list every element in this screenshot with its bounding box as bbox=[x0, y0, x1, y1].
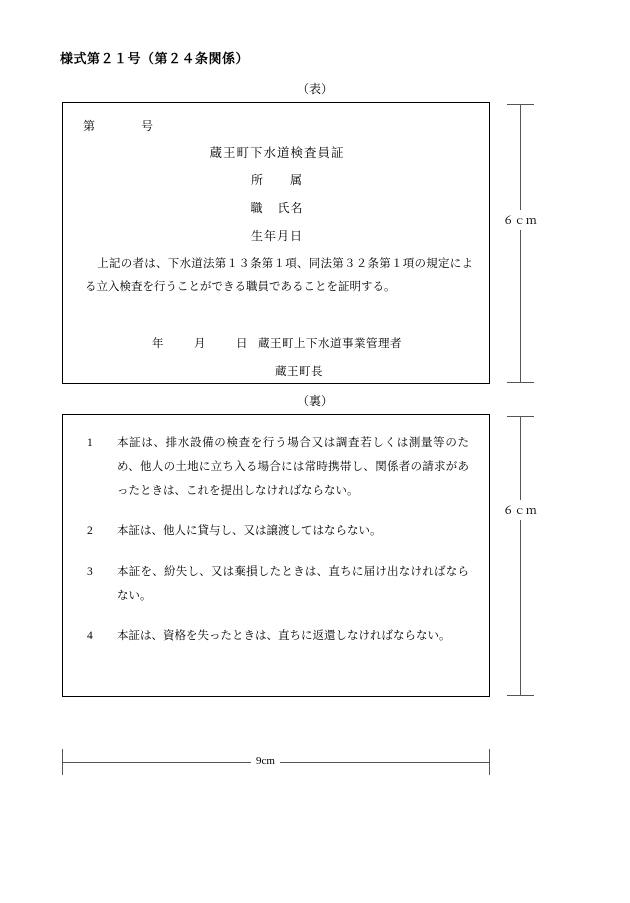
card-number-line bbox=[83, 117, 153, 134]
list-item-text: 本証は、排水設備の検査を行う場合又は調査若しくは測量等のため、他人の土地に立ち入る場合には常時携帯し、関係者の請求があったときは、これを提出しなければならない。 bbox=[117, 437, 469, 498]
list-item-number: 3 bbox=[87, 565, 93, 578]
back-height-cap-bottom bbox=[507, 695, 534, 696]
list-item bbox=[87, 560, 469, 608]
name-label-b: 氏名 bbox=[277, 201, 304, 215]
issuer-mayor: 蔵王町長 bbox=[275, 366, 323, 378]
list-item-text: 本証を、紛失し、又は棄損したときは、直ちに届け出なければならない。 bbox=[117, 565, 469, 602]
department-label-a: 所 bbox=[250, 173, 264, 187]
back-height-dimension-line bbox=[520, 416, 521, 695]
card-birthdate-label: 生年月日 bbox=[250, 229, 303, 243]
date-day-label: 日 bbox=[236, 338, 248, 350]
card-number-suffix: 号 bbox=[141, 119, 154, 133]
back-card bbox=[62, 414, 490, 697]
front-card bbox=[62, 102, 490, 384]
card-certification-text-value: 上記の者は、下水道法第１３条第１項、同法第３２条第１項の規定による立入検査を行うことができる職員であることを証明する。 bbox=[85, 258, 473, 293]
list-item-text: 本証は、資格を失ったときは、直ちに返還しなければならない。 bbox=[117, 629, 451, 642]
front-height-cap-bottom bbox=[507, 382, 534, 383]
list-item-text: 本証は、他人に貸与し、又は譲渡してはならない。 bbox=[117, 525, 382, 538]
date-month-label: 月 bbox=[194, 338, 206, 350]
list-item bbox=[87, 431, 469, 503]
back-notice-list bbox=[87, 431, 469, 664]
name-label-a: 職 bbox=[250, 201, 264, 215]
list-item-number: 2 bbox=[87, 525, 93, 538]
department-label-b: 属 bbox=[290, 173, 304, 187]
card-certification-text bbox=[85, 253, 473, 299]
card-number-prefix: 第 bbox=[83, 119, 96, 133]
front-side-label: （表） bbox=[296, 82, 333, 96]
card-name-line bbox=[63, 199, 491, 216]
card-department-line bbox=[63, 171, 491, 188]
width-cap-left bbox=[62, 749, 63, 775]
list-item-number: 4 bbox=[87, 629, 93, 642]
list-item bbox=[87, 624, 469, 648]
card-title: 蔵王町下水道検査員証 bbox=[209, 146, 345, 160]
page-title: 様式第２１号（第２４条関係） bbox=[60, 51, 250, 66]
back-height-dimension-text: ６ｃｍ bbox=[500, 500, 540, 520]
back-side-label: （裏） bbox=[296, 394, 333, 408]
back-height-cap-top bbox=[507, 416, 534, 417]
card-date-line bbox=[63, 335, 491, 351]
list-item bbox=[87, 519, 469, 543]
front-height-dimension-line bbox=[520, 104, 521, 382]
width-cap-right bbox=[489, 749, 490, 775]
list-item-number: 1 bbox=[87, 437, 93, 449]
front-height-dimension-text: ６ｃｍ bbox=[500, 210, 540, 230]
front-height-cap-top bbox=[507, 104, 534, 105]
width-dimension-text: 9cm bbox=[251, 755, 280, 767]
issuer-title: 蔵王町上下水道事業管理者 bbox=[258, 338, 402, 350]
date-year-label: 年 bbox=[152, 338, 164, 350]
